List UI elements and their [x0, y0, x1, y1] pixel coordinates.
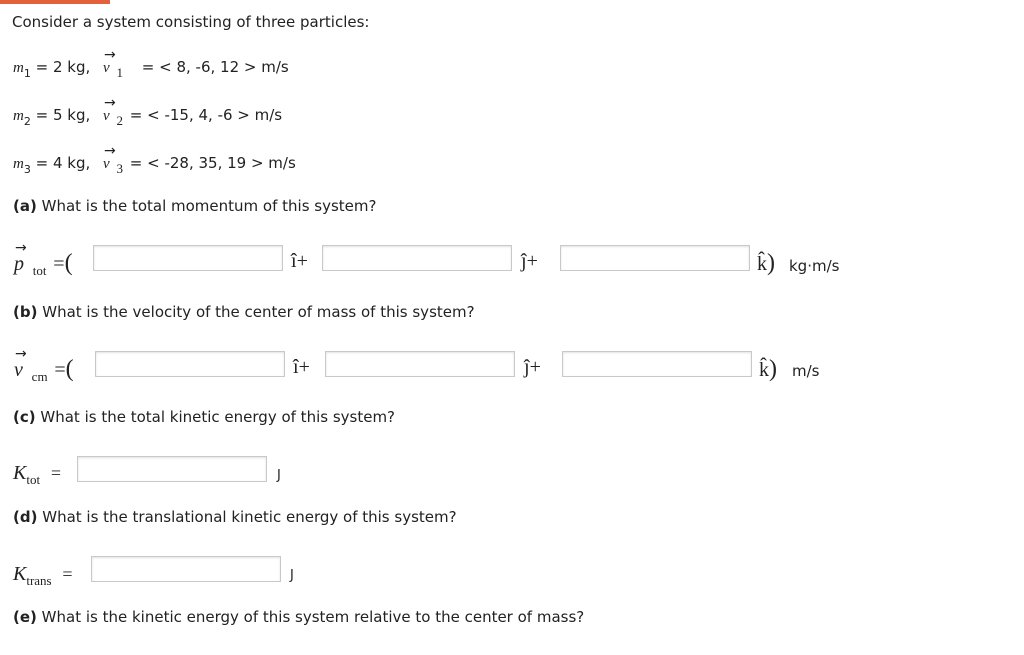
j-hat-label: ĵ+ [521, 250, 538, 272]
ktot-input[interactable] [77, 456, 267, 482]
vcm-y-input[interactable] [325, 351, 515, 377]
momentum-y-input[interactable] [322, 245, 512, 271]
intro-text: Consider a system consisting of three particles: [12, 13, 370, 31]
ktot-unit: J [277, 468, 281, 483]
ktrans-input[interactable] [91, 556, 281, 582]
question-a: (a) What is the total momentum of this system? [13, 197, 377, 215]
ktrans-unit: J [290, 568, 294, 583]
particle-1-line: $m_1 = 2$ kg, → v 1 = < 8, -6, 12 > m/s [13, 58, 289, 77]
vcm-x-input[interactable] [95, 351, 285, 377]
question-e: (e) What is the kinetic energy of this system relative to the center of mass? [13, 608, 585, 626]
p-tot-label: → p tot =( [14, 250, 73, 277]
j-hat-label: ĵ+ [524, 356, 541, 378]
velocity-symbol: → v [103, 156, 110, 173]
v-cm-label: → v cm =( [14, 356, 74, 383]
k-hat-label: k̂) [759, 356, 777, 382]
header-accent-bar [0, 0, 110, 4]
vcm-z-input[interactable] [562, 351, 752, 377]
i-hat-label: î+ [293, 356, 310, 378]
momentum-unit: kg·m/s [789, 257, 840, 275]
momentum-x-input[interactable] [93, 245, 283, 271]
k-trans-label: Ktrans = [13, 563, 73, 588]
particle-3-line: $m_3 = 4$ kg, → v 3 = < -28, 35, 19 > m/s [13, 154, 296, 173]
particle-2-line: $m_2 = 5$ kg, → v 2 = < -15, 4, -6 > m/s [13, 106, 282, 125]
question-c: (c) What is the total kinetic energy of this system? [13, 408, 396, 426]
velocity-symbol: → v [103, 108, 110, 125]
question-d: (d) What is the translational kinetic energy of this system? [13, 508, 457, 526]
momentum-z-input[interactable] [560, 245, 750, 271]
i-hat-label: î+ [291, 250, 308, 272]
velocity-symbol: → v [103, 60, 110, 77]
k-hat-label: k̂) [757, 250, 775, 276]
vcm-unit: m/s [792, 362, 820, 380]
k-tot-label: Ktot = [13, 462, 62, 487]
question-b: (b) What is the velocity of the center of mass of this system? [13, 303, 475, 321]
